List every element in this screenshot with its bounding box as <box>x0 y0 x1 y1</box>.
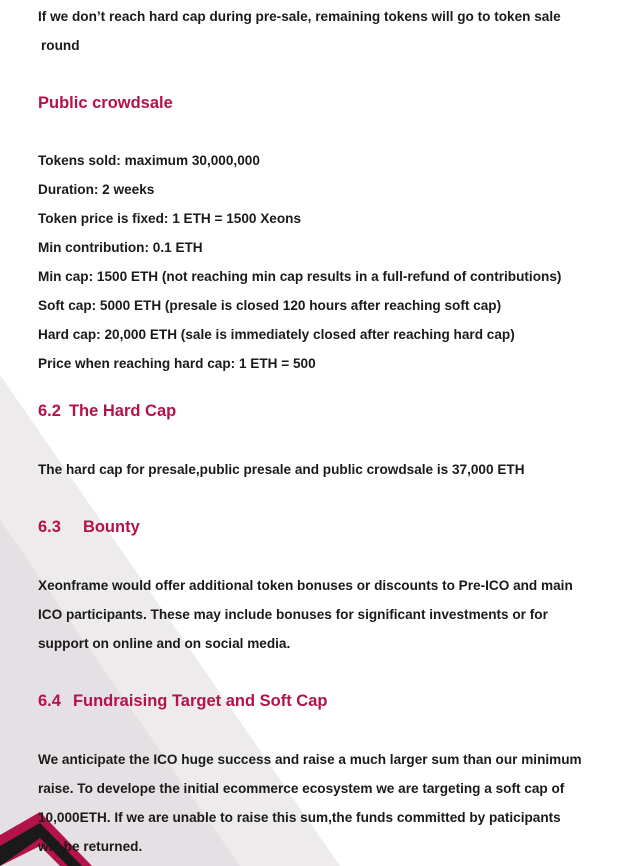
crowdsale-item-duration: Duration: 2 weeks <box>38 182 155 197</box>
section-6-3-line-1: Xeonframe would offer additional token bonuses or discounts to Pre-ICO and main <box>38 578 573 593</box>
section-6-4-line-1: We anticipate the ICO huge success and raise a much larger sum than our minimum <box>38 752 582 767</box>
crowdsale-item-soft-cap: Soft cap: 5000 ETH (presale is closed 120 hours after reaching soft cap) <box>38 298 502 313</box>
section-6-4-number: 6.4 <box>38 692 61 710</box>
section-6-3-title: Bounty <box>82 518 140 536</box>
crowdsale-item-token-price: Token price is fixed: 1 ETH = 1500 Xeons <box>38 211 302 226</box>
section-6-4-line-4: will be returned. <box>38 839 143 854</box>
section-6-4-line-2: raise. To develope the initial ecommerce ecosystem we are targeting a soft cap of <box>38 781 565 796</box>
section-6-2-number: 6.2 <box>38 402 61 420</box>
section-6-2-heading <box>38 400 176 422</box>
presale-note-line-2: round <box>41 38 80 53</box>
section-6-2-title: The Hard Cap <box>68 402 177 420</box>
section-6-3-number: 6.3 <box>38 518 61 536</box>
section-6-3-line-2: ICO participants. These may include bonuses for significant investments or for <box>38 607 548 622</box>
section-6-4-heading <box>38 690 327 712</box>
public-crowdsale-heading: Public crowdsale <box>38 94 173 112</box>
section-6-2-body: The hard cap for presale,public presale and public crowdsale is 37,000 ETH <box>38 462 525 477</box>
crowdsale-item-min-contribution: Min contribution: 0.1 ETH <box>38 240 203 255</box>
crowdsale-item-tokens-sold: Tokens sold: maximum 30,000,000 <box>38 153 260 168</box>
section-6-4-line-3: 10,000ETH. If we are unable to raise this sum,the funds committed by paticipants <box>38 810 561 825</box>
crowdsale-item-hard-cap: Hard cap: 20,000 ETH (sale is immediately closed after reaching hard cap) <box>38 327 515 342</box>
presale-note-line-1: If we don’t reach hard cap during pre-sale, remaining tokens will go to token sale <box>38 9 561 24</box>
section-6-3-heading <box>38 516 140 538</box>
section-6-3-line-3: support on online and on social media. <box>38 636 291 651</box>
crowdsale-item-min-cap: Min cap: 1500 ETH (not reaching min cap results in a full-refund of contributions) <box>38 269 562 284</box>
section-6-4-title: Fundraising Target and Soft Cap <box>72 692 328 710</box>
crowdsale-item-price-at-hard-cap: Price when reaching hard cap: 1 ETH = 500 <box>38 356 316 371</box>
